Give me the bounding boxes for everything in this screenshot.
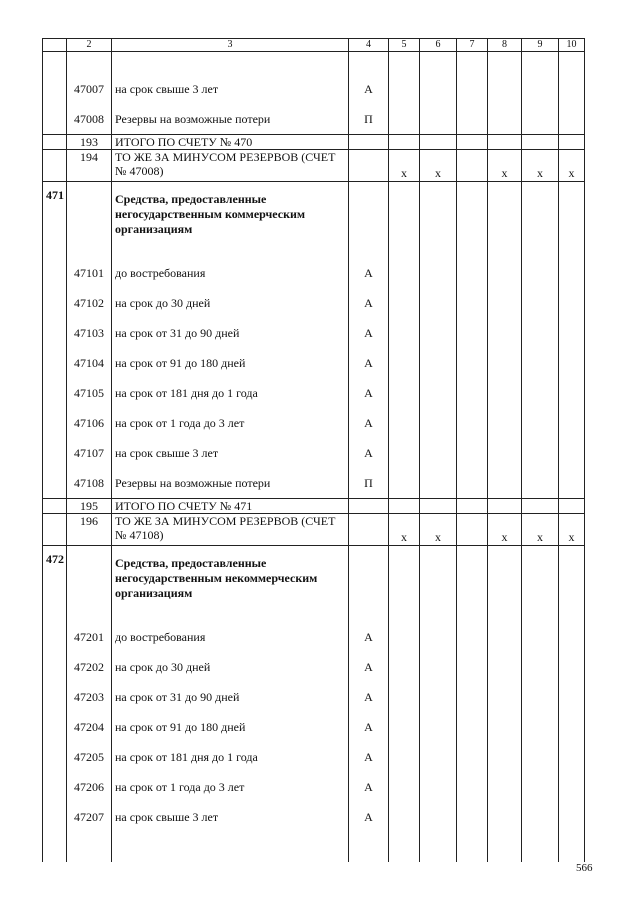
account-code: 47102 — [67, 288, 112, 318]
header-cell: 9 — [522, 39, 559, 52]
account-type: А — [349, 318, 389, 348]
account-name: до востребования — [112, 258, 349, 288]
account-code: 47203 — [67, 682, 112, 712]
account-name: на срок от 91 до 180 дней — [112, 348, 349, 378]
account-name: на срок от 91 до 180 дней — [112, 712, 349, 742]
table-row — [43, 622, 585, 652]
total-net-row — [43, 150, 585, 182]
account-type: А — [349, 712, 389, 742]
account-code: 47206 — [67, 772, 112, 802]
account-name: на срок свыше 3 лет — [112, 802, 349, 832]
total-text: ТО ЖЕ ЗА МИНУСОМ РЕЗЕРВОВ (СЧЕТ № 47108) — [112, 514, 349, 546]
account-type: А — [349, 378, 389, 408]
section-account-number: 472 — [43, 546, 67, 623]
table-row — [43, 378, 585, 408]
table-row — [43, 712, 585, 742]
x-mark: х — [420, 514, 457, 546]
table-row — [43, 104, 585, 135]
account-code: 47007 — [67, 74, 112, 104]
section-account-number: 471 — [43, 182, 67, 259]
accounts-table — [42, 38, 585, 862]
table-row — [43, 652, 585, 682]
x-mark: х — [389, 150, 420, 182]
account-type: А — [349, 742, 389, 772]
total-text: ТО ЖЕ ЗА МИНУСОМ РЕЗЕРВОВ (СЧЕТ № 47008) — [112, 150, 349, 182]
account-code: 47108 — [67, 468, 112, 499]
total-row — [43, 135, 585, 150]
account-type: А — [349, 74, 389, 104]
account-code: 47105 — [67, 378, 112, 408]
account-type: А — [349, 258, 389, 288]
account-name: на срок от 31 до 90 дней — [112, 682, 349, 712]
header-cell: 6 — [420, 39, 457, 52]
account-name: до востребования — [112, 622, 349, 652]
account-code: 47204 — [67, 712, 112, 742]
account-code: 47101 — [67, 258, 112, 288]
account-code: 47008 — [67, 104, 112, 135]
account-name: на срок от 1 года до 3 лет — [112, 408, 349, 438]
table-row — [43, 772, 585, 802]
section-title: Средства, предоставленные негосударственным некоммерческим организациям — [112, 546, 349, 623]
account-code: 47207 — [67, 802, 112, 832]
account-name: Резервы на возможные потери — [112, 104, 349, 135]
account-type: А — [349, 652, 389, 682]
table-row — [43, 348, 585, 378]
account-code: 47104 — [67, 348, 112, 378]
table-row — [43, 74, 585, 104]
total-number: 193 — [67, 135, 112, 150]
header-cell: 10 — [559, 39, 585, 52]
x-mark: х — [488, 514, 522, 546]
total-number: 194 — [67, 150, 112, 182]
total-number: 196 — [67, 514, 112, 546]
header-cell: 2 — [67, 39, 112, 52]
account-name: на срок от 181 дня до 1 года — [112, 742, 349, 772]
total-net-row — [43, 514, 585, 546]
table-row — [43, 742, 585, 772]
account-type: А — [349, 802, 389, 832]
account-type: А — [349, 772, 389, 802]
header-cell: 7 — [457, 39, 488, 52]
table-row — [43, 438, 585, 468]
account-name: на срок от 181 дня до 1 года — [112, 378, 349, 408]
total-row — [43, 499, 585, 514]
account-code: 47107 — [67, 438, 112, 468]
table-row — [43, 318, 585, 348]
section-header-row — [43, 546, 585, 623]
account-type: А — [349, 682, 389, 712]
account-type: А — [349, 348, 389, 378]
page-number: 566 — [576, 862, 593, 874]
account-name: на срок до 30 дней — [112, 652, 349, 682]
account-type: А — [349, 438, 389, 468]
x-mark: х — [522, 150, 559, 182]
header-cell: 5 — [389, 39, 420, 52]
account-name: на срок свыше 3 лет — [112, 74, 349, 104]
section-header-row — [43, 182, 585, 259]
table-row — [43, 288, 585, 318]
table-row — [43, 258, 585, 288]
account-name: на срок от 1 года до 3 лет — [112, 772, 349, 802]
x-mark: х — [488, 150, 522, 182]
account-type: А — [349, 622, 389, 652]
total-text: ИТОГО ПО СЧЕТУ № 470 — [112, 135, 349, 150]
total-text: ИТОГО ПО СЧЕТУ № 471 — [112, 499, 349, 514]
total-number: 195 — [67, 499, 112, 514]
header-cell: 3 — [112, 39, 349, 52]
table-row — [43, 408, 585, 438]
x-mark: х — [559, 514, 585, 546]
table-row — [43, 802, 585, 832]
account-name: на срок от 31 до 90 дней — [112, 318, 349, 348]
header-cell: 4 — [349, 39, 389, 52]
account-name: на срок свыше 3 лет — [112, 438, 349, 468]
account-code: 47201 — [67, 622, 112, 652]
table-row — [43, 682, 585, 712]
x-mark: х — [389, 514, 420, 546]
account-code: 47106 — [67, 408, 112, 438]
account-code: 47202 — [67, 652, 112, 682]
column-header-row — [43, 39, 585, 52]
header-cell: 8 — [488, 39, 522, 52]
account-type: П — [349, 468, 389, 499]
section-title: Средства, предоставленные негосударственным коммерческим организациям — [112, 182, 349, 259]
x-mark: х — [522, 514, 559, 546]
x-mark: х — [420, 150, 457, 182]
account-code: 47103 — [67, 318, 112, 348]
account-name: Резервы на возможные потери — [112, 468, 349, 499]
account-code: 47205 — [67, 742, 112, 772]
account-type: А — [349, 408, 389, 438]
account-type: П — [349, 104, 389, 135]
header-cell — [43, 39, 67, 52]
account-type: А — [349, 288, 389, 318]
table-row — [43, 468, 585, 499]
account-name: на срок до 30 дней — [112, 288, 349, 318]
x-mark: х — [559, 150, 585, 182]
